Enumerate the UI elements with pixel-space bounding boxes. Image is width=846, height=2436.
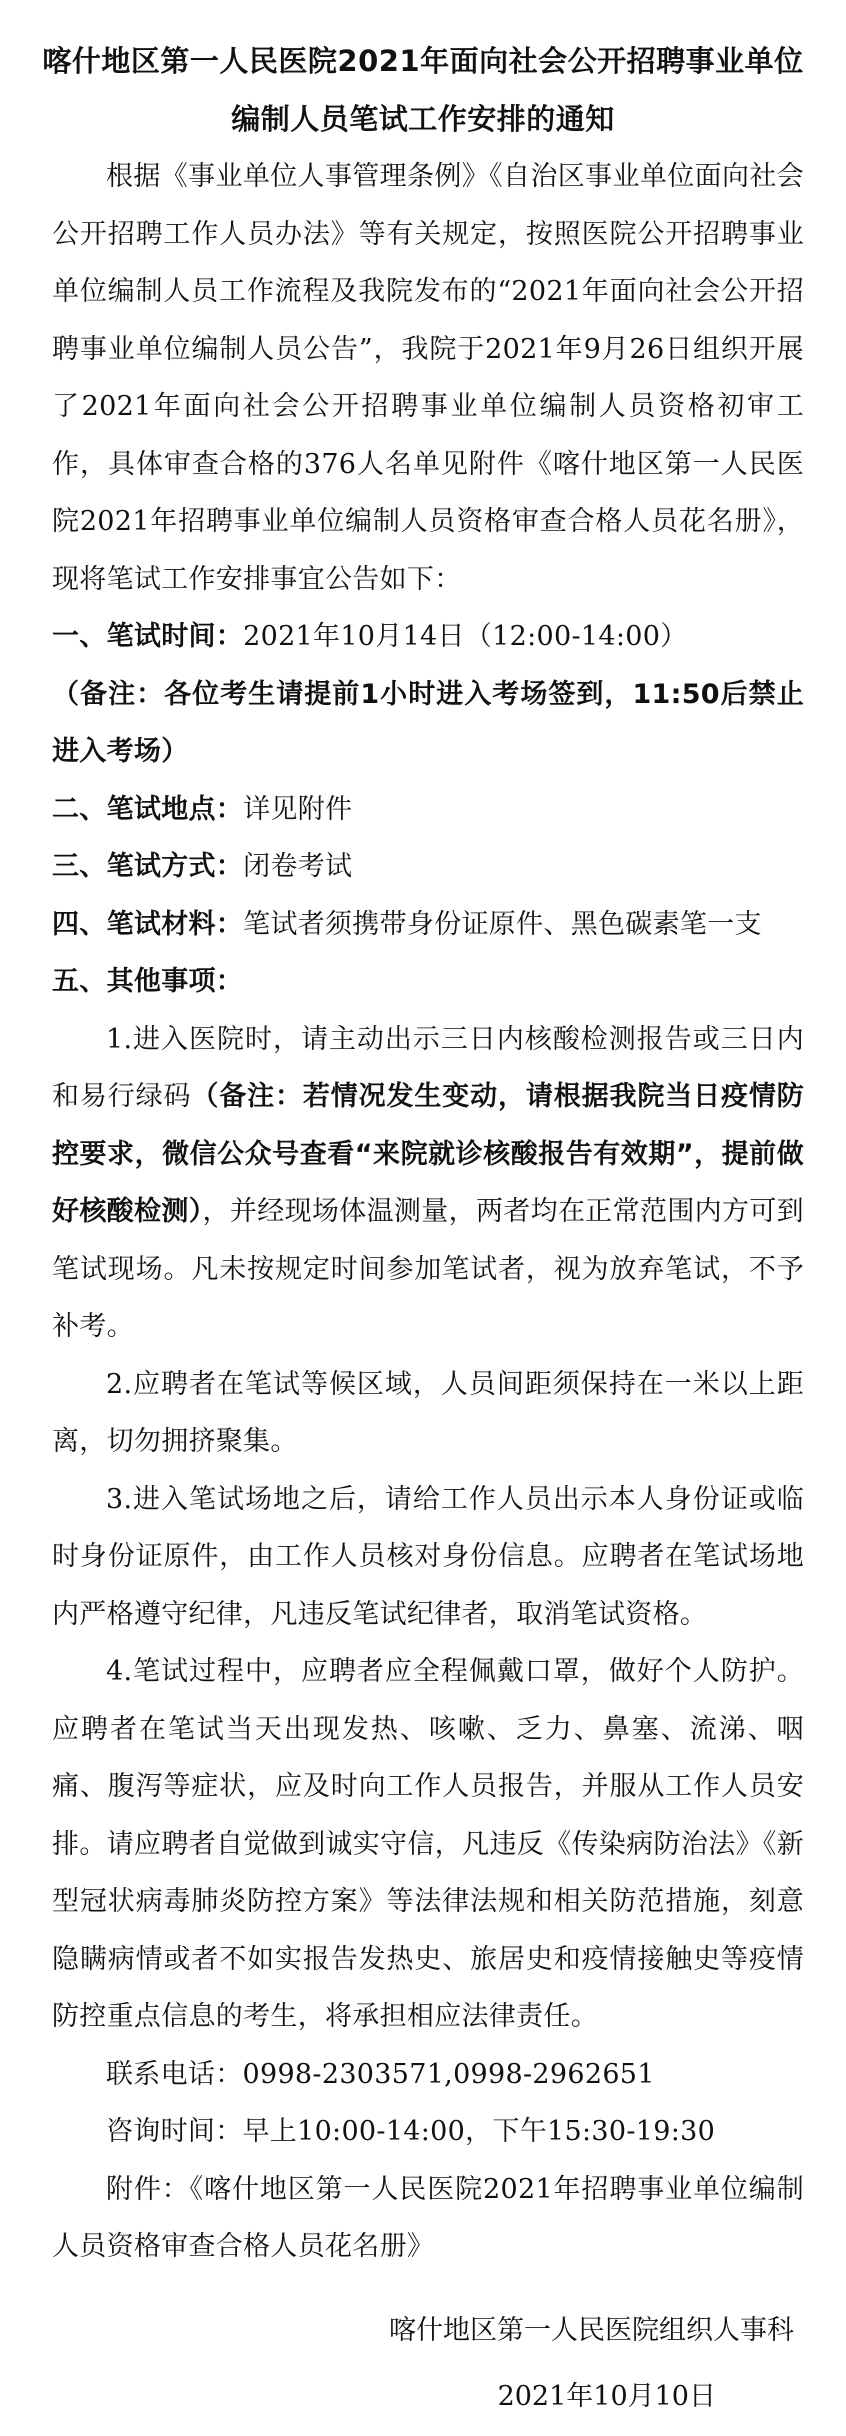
- signature-date: 2021年10月10日: [497, 2381, 716, 2412]
- section-exam-method: [52, 838, 804, 896]
- section-exam-location-label: 二、笔试地点：: [52, 793, 244, 825]
- contact-phone: 联系电话：0998-2303571,0998-2962651: [106, 2058, 655, 2090]
- attachment-note: 附件：《喀什地区第一人民医院2021年招聘事业单位编制人员资格审查合格人员花名册》: [52, 2173, 804, 2262]
- intro-paragraph: 根据《事业单位人事管理条例》《自治区事业单位面向社会公开招聘工作人员办法》等有关规定，按照医院公开招聘事业单位编制人员工作流程及我院发布的“2021年面向社会公开招聘事业单位编制人员公告”，我院于2021年9月26日组织开展了2021年面向社会公开招聘事业单位编制人员资格初审工作，具体审查合格的376人名单见附件《喀什地区第一人民医院2021年招聘事业单位编制人员资格审查合格人员花名册》，现将笔试工作安排事宜公告如下：: [52, 161, 804, 595]
- section-other-matters: [52, 953, 804, 1011]
- section-exam-time-label: 一、笔试时间：: [52, 621, 244, 652]
- other-item-3: 3.进入笔试场地之后，请给工作人员出示本人身份证或临时身份证原件，由工作人员核对身份信息。应聘者在笔试场地内严格遵守纪律，凡违反笔试纪律者，取消笔试资格。: [52, 1483, 804, 1630]
- other-item-2: 2.应聘者在笔试等候区域，人员间距须保持在一米以上距离，切勿拥挤聚集。: [52, 1368, 804, 1457]
- other-item-1-text: 1.进入医院时，请主动出示三日内核酸检测报告或三日内和易行绿码: [52, 1023, 804, 1112]
- section-exam-location-value: 详见附件: [243, 793, 353, 825]
- exam-time-note: （备注：各位考生请提前1小时进入考场签到，11:50后禁止进入考场）: [52, 678, 804, 767]
- other-item-4: 4.笔试过程中，应聘者应全程佩戴口罩，做好个人防护。应聘者在笔试当天出现发热、咳嗽、乏力、鼻塞、流涕、咽痛、腹泻等症状，应及时向工作人员报告，并服从工作人员安排。请应聘者自觉做到诚实守信，凡违反《传染病防治法》《新型冠状病毒肺炎防控方案》等法律法规和相关防范措施，刻意隐瞒病情或者不如实报告发热史、旅居史和疫情接触史等疫情防控重点信息的考生，将承担相应法律责任。: [52, 1656, 804, 2032]
- section-exam-time-value: 2021年10月14日（12:00-14:00）: [243, 621, 688, 652]
- section-exam-time: [52, 608, 804, 666]
- signature-organization: 喀什地区第一人民医院组织人事科: [389, 2315, 794, 2346]
- notice-title-line-2: 编制人员笔试工作安排的通知: [231, 102, 615, 136]
- section-exam-method-value: 闭卷考试: [243, 851, 353, 882]
- section-exam-method-label: 三、笔试方式：: [52, 851, 244, 882]
- consult-hours: 咨询时间：早上10:00-14:00，下午15:30-19:30: [106, 2116, 716, 2147]
- section-exam-location: [52, 781, 804, 839]
- section-other-matters-label: 五、其他事项：: [52, 966, 244, 997]
- other-item-1: [52, 1011, 804, 1356]
- section-exam-materials: [52, 896, 804, 954]
- section-exam-materials-label: 四、笔试材料：: [52, 908, 244, 940]
- other-item-1-rest: ，并经现场体温测量，两者均在正常范围内方可到笔试现场。凡未按规定时间参加笔试者，视为放弃笔试，不予补考。: [52, 1196, 804, 1342]
- section-exam-materials-value: 笔试者须携带身份证原件、黑色碳素笔一支: [243, 908, 762, 940]
- notice-title-line-1: 喀什地区第一人民医院2021年面向社会公开招聘事业单位: [42, 44, 804, 78]
- notice-body: [52, 148, 804, 2276]
- other-item-1-note: （备注：若情况发生变动，请根据我院当日疫情防控要求，微信公众号查看“来院就诊核酸报告有效期”，提前做好核酸检测）: [52, 1081, 805, 1227]
